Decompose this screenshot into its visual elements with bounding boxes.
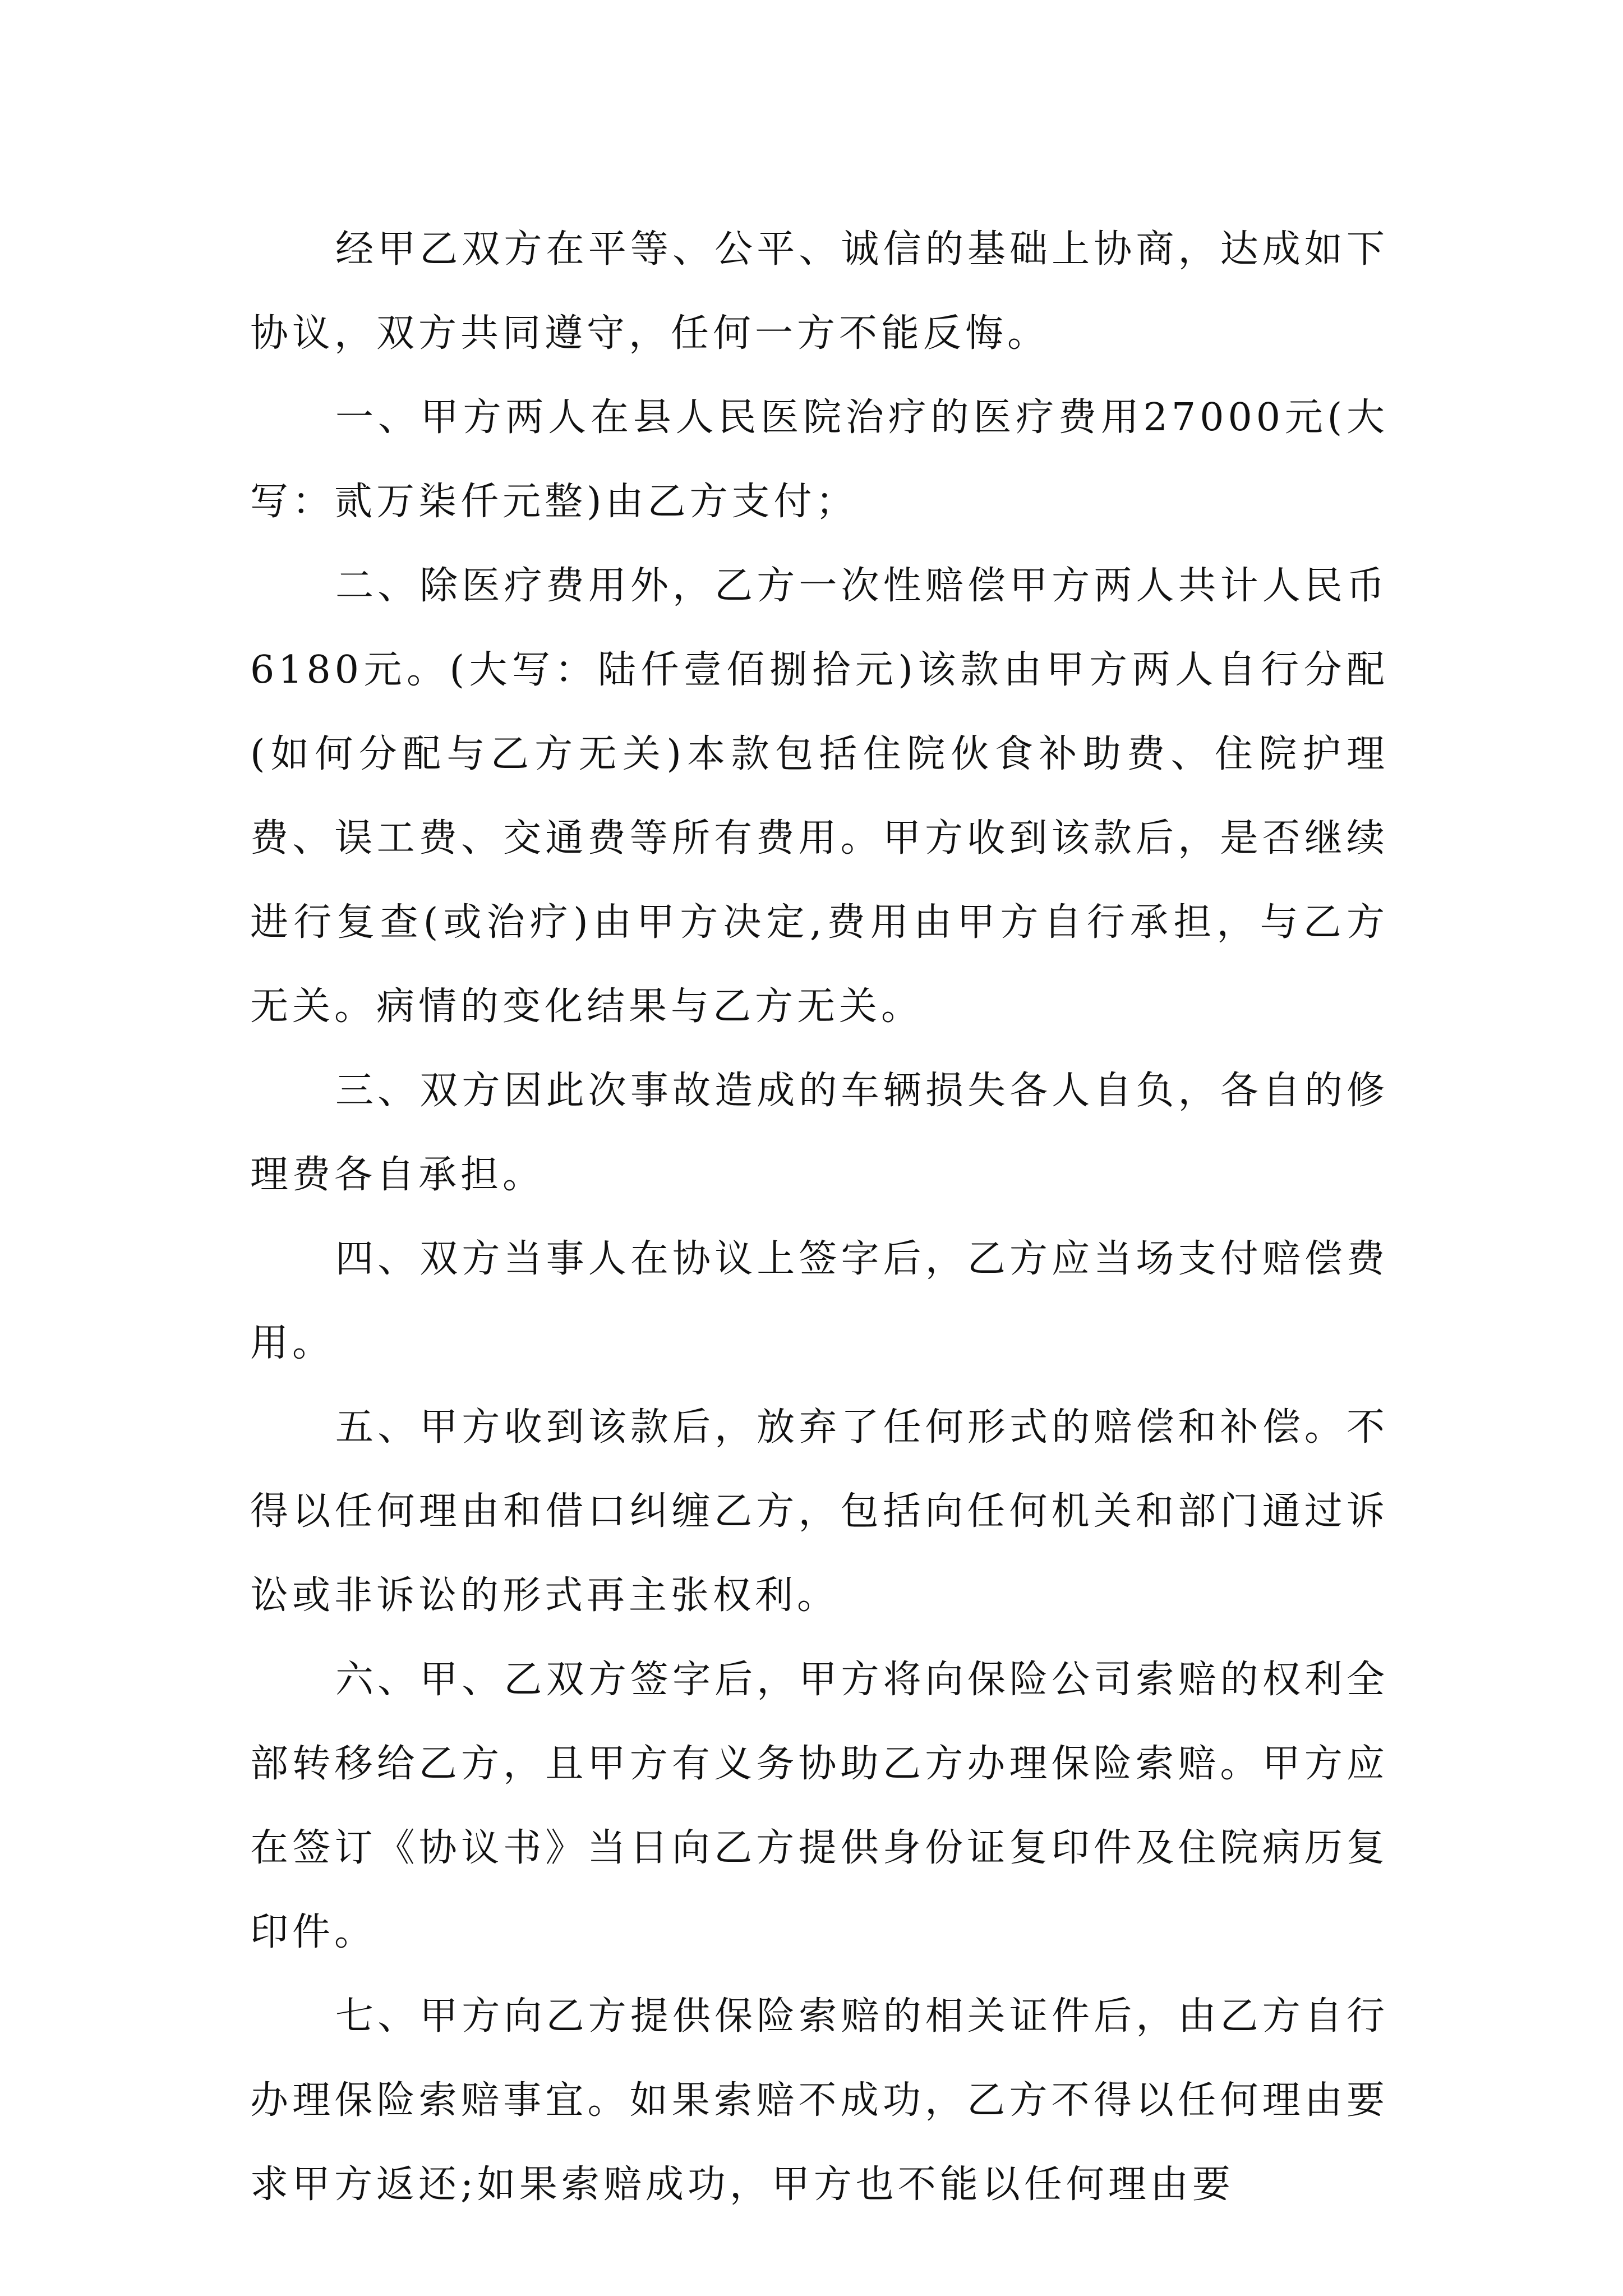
paragraph-clause-1: 一、甲方两人在县人民医院治疗的医疗费用27000元(大写：贰万柒仟元整)由乙方支付； <box>250 395 1389 524</box>
paragraph-clause-2: 二、除医疗费用外，乙方一次性赔偿甲方两人共计人民币6180元。(大写：陆仟壹佰捌拾元)该款由甲方两人自行分配(如何分配与乙方无关)本款包括住院伙食补助费、住院护理费、误工费、交通费等所有费用。甲方收到该款后，是否继续进行复查(或治疗)由甲方决定,费用由甲方自行承担，与乙方无关。病情的变化结果与乙方无关。 <box>250 564 1389 1029</box>
paragraph-clause-6: 六、甲、乙双方签字后，甲方将向保险公司索赔的权利全部转移给乙方，且甲方有义务协助乙方办理保险索赔。甲方应在签订《协议书》当日向乙方提供身份证复印件及住院病历复印件。 <box>250 1658 1389 1954</box>
paragraph-clause-5: 五、甲方收到该款后，放弃了任何形式的赔偿和补偿。不得以任何理由和借口纠缠乙方，包括向任何机关和部门通过诉讼或非诉讼的形式再主张权利。 <box>250 1405 1389 1618</box>
agreement-body <box>250 208 1389 2227</box>
paragraph-intro: 经甲乙双方在平等、公平、诚信的基础上协商，达成如下协议，双方共同遵守，任何一方不能反悔。 <box>250 227 1389 356</box>
paragraph-clause-3: 三、双方因此次事故造成的车辆损失各人自负，各自的修理费各自承担。 <box>250 1069 1389 1197</box>
paragraph-clause-4: 四、双方当事人在协议上签字后，乙方应当场支付赔偿费用。 <box>250 1237 1389 1365</box>
paragraph-clause-7: 七、甲方向乙方提供保险索赔的相关证件后，由乙方自行办理保险索赔事宜。如果索赔不成功，乙方不得以任何理由要求甲方返还;如果索赔成功，甲方也不能以任何理由要 <box>250 1994 1389 2207</box>
